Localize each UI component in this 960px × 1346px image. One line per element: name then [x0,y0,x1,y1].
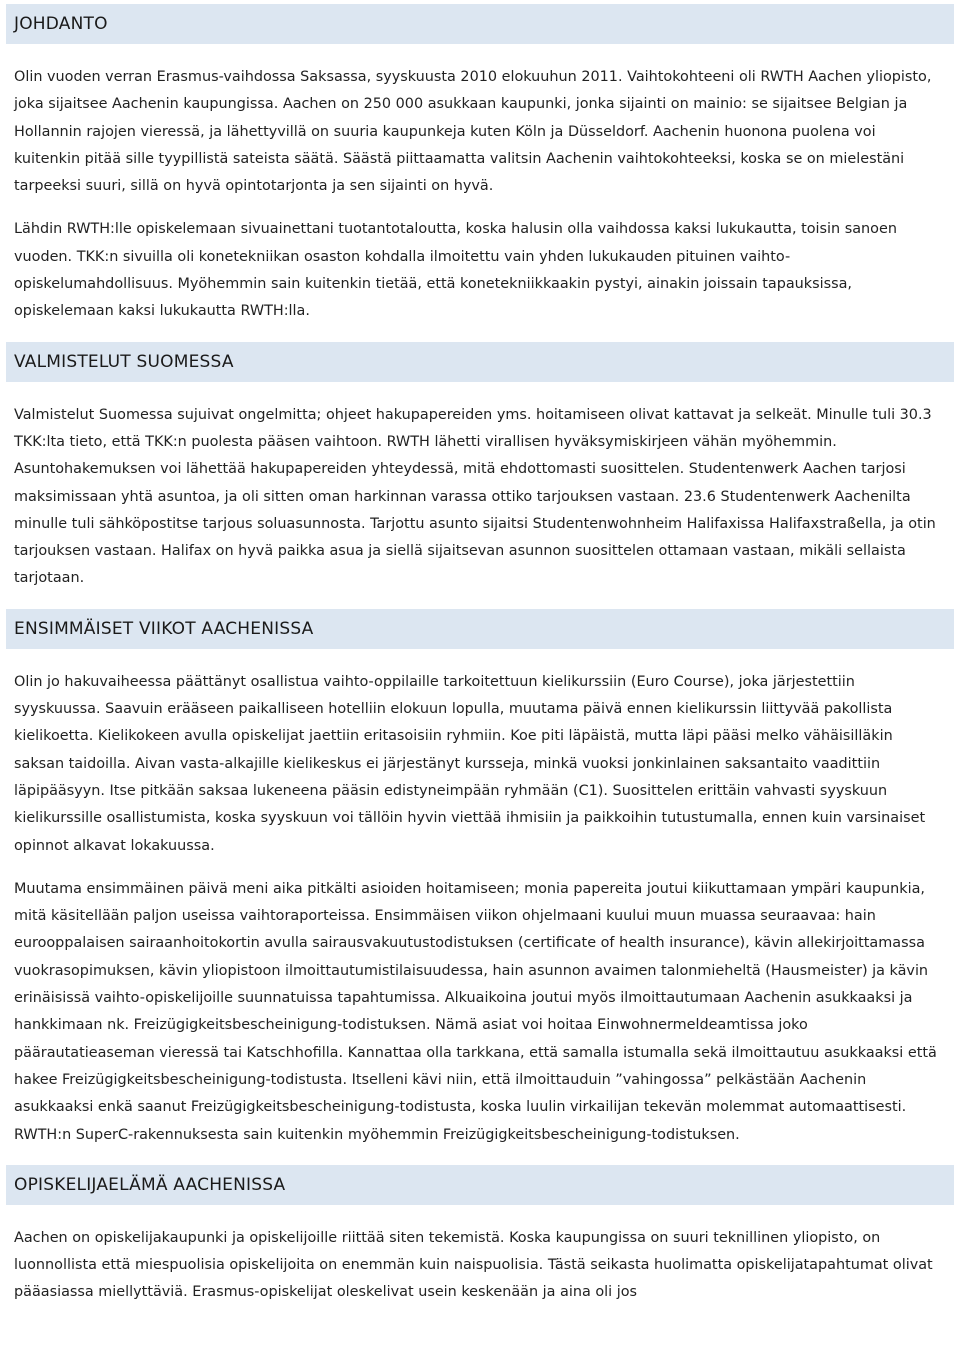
section-header-johdanto [6,4,954,44]
section-title: JOHDANTO [14,14,108,34]
paragraph: Olin jo hakuvaiheessa päättänyt osallistua vaihto-oppilaille tarkoitettuun kielikurssiin (Euro Course), joka järjestettiin syyskuussa. Saavuin erääseen paikalliseen hotelliin elokuun lopulla, muutama päivä ennen kielikurssin liittyvää pakollista kielikoetta. Kielikokeen avulla opiskelijat jaettiin eritasoisiin ryhmiin. Koe piti läpäistä, mutta läpi pääsi melko vähäisilläkin saksan taidoilla. Aivan vasta-alkajille kielikeskus ei järjestänyt kursseja, minkä vuoksi jonkinlainen saksantaito vaadittiin läpipääsyyn. Itse pitkään saksaa lukeneena pääsin edistyneimpään ryhmään (C1). Suosittelen erittäin vahvasti syyskuun kielikurssille osallistumista, koska syyskuun voi tällöin hyvin viettää ihmisiin ja paikkoihin tutustumalla, ennen kuin varsinaiset opinnot alkavat lokakuussa. [14,673,926,854]
section-header-ensimmaiset-viikot [6,609,954,649]
paragraph: Valmistelut Suomessa sujuivat ongelmitta; ohjeet hakupapereiden yms. hoitamiseen olivat kattavat ja selkeät. Minulle tuli 30.3 TKK:lta tieto, että TKK:n puolesta pääsen vaihtoon. RWTH lähetti virallisen hyväksymiskirjeen vähän myöhemmin. Asuntohakemuksen voi lähettää hakupapereiden yhteydessä, mitä ehdottomasti suosittelen. Studentenwerk Aachen tarjosi maksimissaan yhtä asuntoa, ja oli sitten oman harkinnan varassa ottiko tarjouksen vastaan. 23.6 Studentenwerk Aachenilta minulle tuli sähköpostitse tarjous soluasunnosta. Tarjottu asunto sijaitsi Studentenwohnheim Halifaxissa Halifaxstraßella, ja otin tarjouksen vastaan. Halifax on hyvä paikka asua ja siellä sijaitsevan asunnon suosittelen ottamaan vastaan, mikäli sellaista tarjotaan. [14,406,936,587]
section-title: VALMISTELUT SUOMESSA [14,351,234,372]
paragraph: Olin vuoden verran Erasmus-vaihdossa Saksassa, syyskuusta 2010 elokuuhun 2011. Vaihtokohteeni oli RWTH Aachen yliopisto, joka sijaitsee Aachenin kaupungissa. Aachen on 250 000 asukkaan kaupunki, jonka sijainti on mainio: se sijaitsee Belgian ja Hollannin rajojen vieressä, ja lähettyvillä on suuria kaupunkeja kuten Köln ja Düsseldorf. Aachenin huonona puolena voi kuitenkin pitää sille tyypillistä sateista säätä. Säästä piittaamatta valitsin Aachenin vaihtokohteeksi, koska se on mielestäni tarpeeksi suuri, sillä on hyvä opintotarjonta ja sen sijainti on hyvä. [14,69,932,195]
paragraph: Muutama ensimmäinen päivä meni aika pitkälti asioiden hoitamiseen; monia papereita joutui kiikuttamaan ympäri kaupunkia, mitä käsitellään paljon useissa vaihtoraporteissa. Ensimmäisen viikon ohjelmaani kuului muun muassa seuraavaa: hain eurooppalaisen sairaanhoitokortin avulla sairausvakuutustodistuksen (certificate of health insurance), kävin allekirjoittamassa vuokrasopimuksen, kävin yliopistoon ilmoittautumistilaisuudessa, hain asunnon avaimen talonmieheltä (Hausmeister) ja kävin erinäisissä vaihto-opiskelijoille suunnatuissa tapahtumissa. Alkuaikoina joutui myös ilmoittautumaan Aachenin asukkaaksi ja hankkimaan nk. Freizügigkeitsbescheinigung-todistuksen. Nämä asiat voi hoitaa Einwohnermeldeamtissa joko päärautatieaseman vieressä tai Katschhofilla. Kannattaa olla tarkkana, että samalla istumalla sekä ilmoittautuu asukkaaksi että hakee Freizügigkeitsbescheinigung-todistusta. Itselleni kävi niin, että ilmoittauduin ”vahingossa” pelkästään Aachenin asukkaaksi enkä saanut Freizügigkeitsbescheinigung-todistusta, koska luulin virkailijan tekevän molemmat automaattisesti. RWTH:n SuperC-rakennuksesta sain kuitenkin myöhemmin Freizügigkeitsbescheinigung-todistuksen. [14,880,937,1143]
section-title: OPISKELIJAELÄMÄ AACHENISSA [14,1174,286,1195]
section-header-valmistelut-suomessa [6,342,954,382]
section-title: ENSIMMÄISET VIIKOT AACHENISSA [14,618,314,639]
section-header-opiskelijaelama [6,1165,954,1205]
paragraph: Aachen on opiskelijakaupunki ja opiskelijoille riittää siten tekemistä. Koska kaupungissa on suuri teknillinen yliopisto, on luonnollista että miespuolisia opiskelijoita on enemmän kuin naispuolisia. Tästä seikasta huolimatta opiskelijatapahtumat olivat pääasiassa miellyttäviä. Erasmus-opiskelijat oleskelivat usein keskenään ja aina oli jos [14,1229,933,1301]
paragraph: Lähdin RWTH:lle opiskelemaan sivuainettani tuotantotaloutta, koska halusin olla vaihdossa kaksi lukukautta, toisin sanoen vuoden. TKK:n sivuilla oli konetekniikan osaston kohdalla ilmoitettu vain yhden lukukauden pituinen vaihto-opiskelumahdollisuus. Myöhemmin sain kuitenkin tietää, että konetekniikkaakin pystyi, ainakin joissain tapauksissa, opiskelemaan kaksi lukukautta RWTH:lla. [14,221,897,320]
